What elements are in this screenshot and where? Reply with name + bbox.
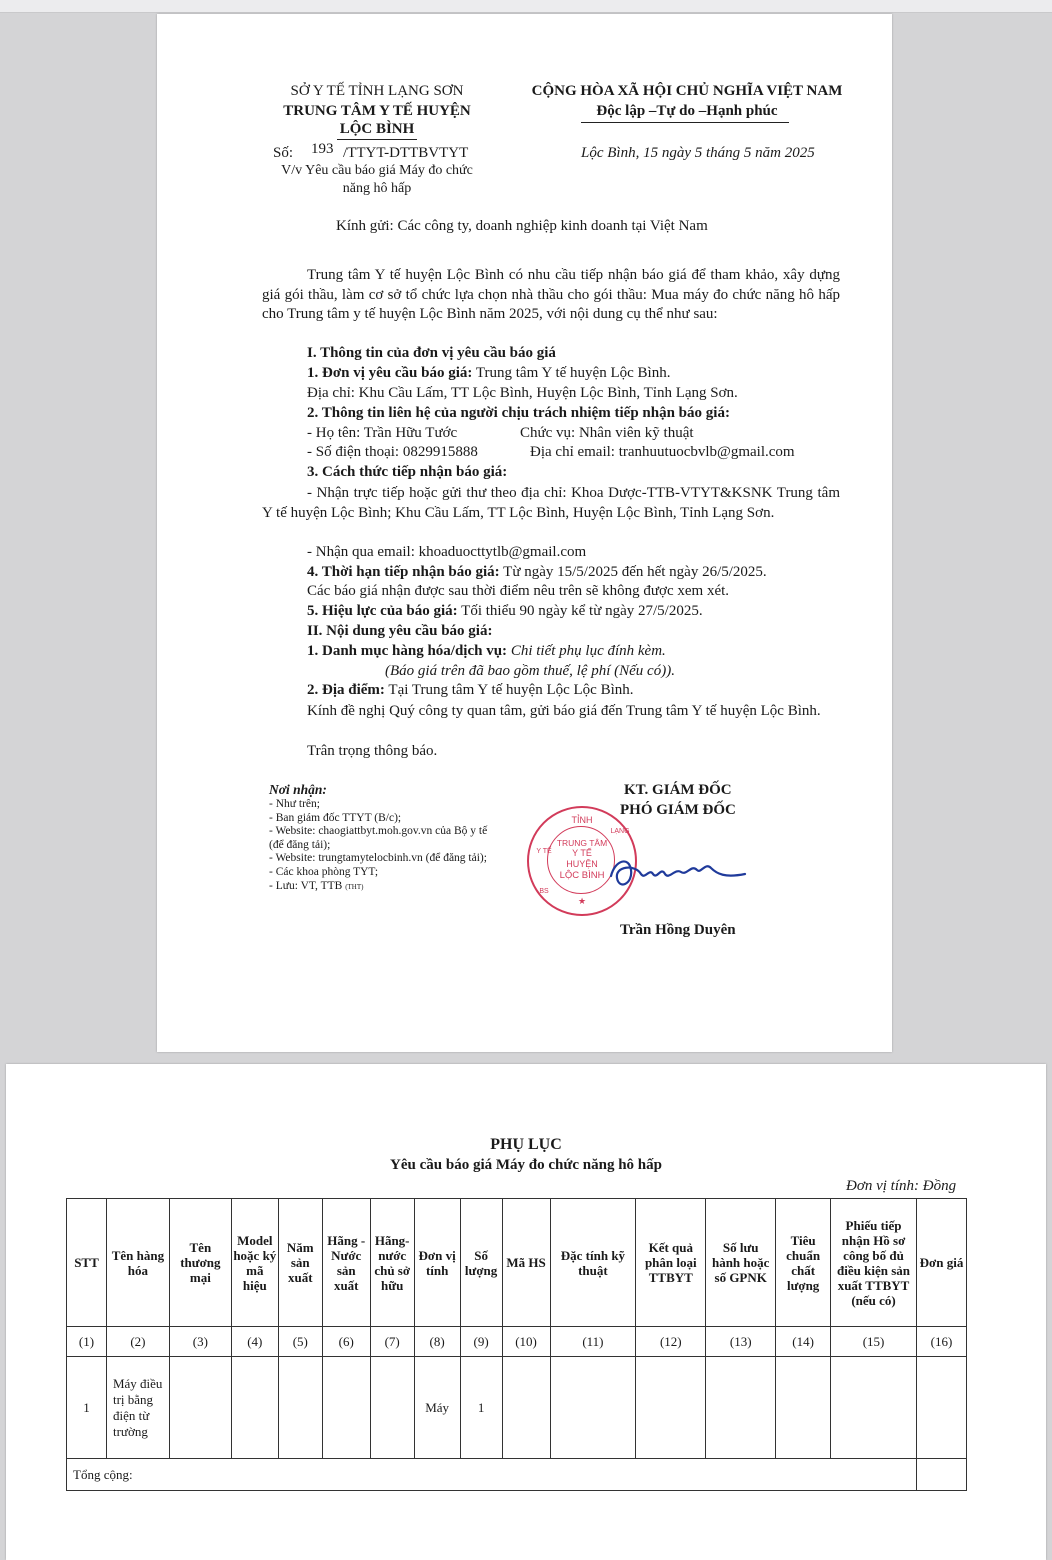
intro-paragraph: Trung tâm Y tế huyện Lộc Bình có nhu cầu tiếp nhận báo giá để tham khảo, xây dựng giá gói thầu, làm cơ sở tổ chức lựa chọn nhà thầu cho gói thầu: Mua máy đo chức năng hô hấp cho Trung tâm y tế huyện Lộc Bình năm 2025, với nội dung cụ thể như sau:: [262, 267, 840, 322]
regards: Trân trọng thông báo.: [307, 743, 438, 759]
s1-contact-name: - Họ tên: Trần Hữu Tước: [307, 425, 458, 441]
s1-1-value: Trung tâm Y tế huyện Lộc Bình.: [472, 365, 671, 381]
signer-name: Trần Hồng Duyên: [620, 922, 736, 938]
s2-1-label: 1. Danh mục hàng hóa/dịch vụ:: [307, 643, 508, 659]
col-header: Số lưu hành hoặc số GPNK: [706, 1199, 776, 1327]
s1-4-label: 4. Thời hạn tiếp nhận báo giá:: [307, 564, 500, 580]
s1-contact-position: Chức vụ: Nhân viên kỹ thuật: [520, 425, 694, 441]
appendix-page: [6, 1064, 1046, 1560]
col-header: Mã HS: [502, 1199, 550, 1327]
s1-contact-phone: - Số điện thoại: 0829915888: [307, 444, 478, 460]
recipient-item: - Website: trungtamytelocbinh.vn (để đăng tải);: [269, 852, 487, 865]
table-header-row: [67, 1199, 967, 1327]
cell-empty: [831, 1357, 917, 1459]
recipient-item: - Như trên;: [269, 798, 320, 810]
seal-text-left: Y TẾ: [536, 848, 552, 855]
seal-star: ★: [577, 896, 587, 906]
recipients-list: [269, 798, 487, 894]
col-header: Đơn vị tính: [414, 1199, 460, 1327]
col-header: Hãng-nước chủ sở hữu: [370, 1199, 414, 1327]
recipient-item: [269, 880, 487, 895]
s1-contact-email: Địa chỉ email: tranhuutuocbvlb@gmail.com: [530, 444, 795, 460]
cell-unit: Máy: [414, 1357, 460, 1459]
col-header: Tiêu chuẩn chất lượng: [776, 1199, 831, 1327]
seal-text-bottom: BS: [539, 888, 549, 895]
col-number: (1): [67, 1327, 107, 1357]
col-header: STT: [67, 1199, 107, 1327]
appendix-subtitle: Yêu cầu báo giá Máy đo chức năng hô hấp: [390, 1157, 662, 1173]
table-row: [67, 1357, 967, 1459]
viewer-top-strip: [0, 0, 1052, 13]
closing-paragraph: Kính đề nghị Quý công ty quan tâm, gửi báo giá đến Trung tâm Y tế huyện Lộc Bình.: [307, 703, 821, 719]
s1-5-line: [307, 603, 703, 620]
cell-empty: [231, 1357, 278, 1459]
col-header: Đặc tính kỹ thuật: [550, 1199, 636, 1327]
cell-empty: [502, 1357, 550, 1459]
cell-stt: 1: [67, 1357, 107, 1459]
col-number: (13): [706, 1327, 776, 1357]
col-header: Hãng - Nước sản xuất: [322, 1199, 370, 1327]
col-number: (12): [636, 1327, 706, 1357]
s1-2-label: 2. Thông tin liên hệ của người chịu trách nhiệm tiếp nhận báo giá:: [307, 405, 730, 421]
sign-title-2: PHÓ GIÁM ĐỐC: [620, 802, 736, 818]
cell-empty: [706, 1357, 776, 1459]
col-header: Năm sản xuất: [278, 1199, 322, 1327]
s1-5-label: 5. Hiệu lực của báo giá:: [307, 603, 458, 619]
cell-empty: [278, 1357, 322, 1459]
s1-3-label: 3. Cách thức tiếp nhận báo giá:: [307, 464, 508, 480]
s1-1-line: [307, 365, 670, 382]
s1-4-note: Các báo giá nhận được sau thời điểm nêu trên sẽ không được xem xét.: [307, 583, 730, 599]
section1-title: I. Thông tin của đơn vị yêu cầu báo giá: [307, 345, 556, 361]
quotation-table: [66, 1198, 967, 1491]
s1-3-direct: - Nhận trực tiếp hoặc gửi thư theo địa chỉ: Khoa Dược-TTB-VTYT&KSNK Trung tâm Y tế huyện Lộc Bình; Khu Cầu Lấm, TT Lộc Bình, Huyện Lộc Bình, Tỉnh Lạng Sơn.: [262, 485, 840, 521]
s1-3-email: - Nhận qua email: khoaduocttytlb@gmail.com: [307, 544, 587, 560]
s2-2-value: Tại Trung tâm Y tế huyện Lộc Lộc Bình.: [384, 682, 634, 698]
col-number: (7): [370, 1327, 414, 1357]
col-header: Kết quả phân loại TTBYT: [636, 1199, 706, 1327]
recipient-item: (để đăng tải);: [269, 838, 331, 851]
seal-text-right: LẠNG: [610, 828, 630, 835]
subject-line1: V/v Yêu cầu báo giá Máy đo chức: [281, 163, 473, 178]
seal-text-line1: TRUNG TÂM: [556, 838, 608, 848]
seal-text-line3: HUYỆN: [566, 859, 598, 869]
s2-1-line: [307, 643, 666, 660]
s2-2-label: 2. Địa điểm:: [307, 682, 385, 698]
national-motto: Độc lập –Tự do –Hạnh phúc: [596, 103, 778, 119]
national-title: CỘNG HÒA XÃ HỘI CHỦ NGHĨA VIỆT NAM: [531, 83, 843, 99]
col-number: (3): [169, 1327, 231, 1357]
col-header: Phiếu tiếp nhận Hồ sơ công bố đủ điều kiện sản xuất TTBYT (nếu có): [831, 1199, 917, 1327]
s1-4-line: [307, 564, 767, 581]
letter-date: Lộc Bình, 15 ngày 5 tháng 5 năm 2025: [581, 145, 815, 161]
total-value: [916, 1459, 966, 1491]
s2-2-line: [307, 682, 634, 699]
col-number: (16): [916, 1327, 966, 1357]
recipients-title: Nơi nhận:: [269, 782, 327, 797]
agency-underline: [337, 139, 417, 140]
total-label: Tổng cộng:: [67, 1459, 917, 1491]
cell-empty: [636, 1357, 706, 1459]
cell-empty: [550, 1357, 636, 1459]
agency-name-cont: LỘC BÌNH: [339, 121, 415, 137]
col-number: (11): [550, 1327, 636, 1357]
col-number: (5): [278, 1327, 322, 1357]
signature-scribble: [605, 848, 755, 894]
column-number-row: [67, 1327, 967, 1357]
doc-number-label: Số:: [273, 145, 294, 161]
agency-name: TRUNG TÂM Y TẾ HUYỆN: [283, 103, 471, 119]
recipient-item: - Ban giám đốc TTYT (B/c);: [269, 811, 402, 824]
cell-empty: [776, 1357, 831, 1459]
col-number: (2): [106, 1327, 169, 1357]
section2-title: II. Nội dung yêu cầu báo giá:: [307, 623, 493, 639]
seal-text-line2: Y TẾ: [572, 848, 592, 858]
recipient-storage: - Lưu: VT, TTB: [269, 879, 343, 892]
subject-line2: năng hô hấp: [342, 181, 412, 196]
cell-empty: [370, 1357, 414, 1459]
seal-text-top: TỈNH: [571, 815, 593, 825]
s1-5-value: Tối thiểu 90 ngày kể từ ngày 27/5/2025.: [457, 603, 703, 619]
cell-item-name: Máy điều trị bằng điện từ trường: [106, 1357, 169, 1459]
cell-empty: [322, 1357, 370, 1459]
col-number: (10): [502, 1327, 550, 1357]
cell-empty: [169, 1357, 231, 1459]
storage-note: (THT): [345, 882, 364, 891]
col-number: (8): [414, 1327, 460, 1357]
doc-number-value: 193: [311, 141, 334, 157]
s2-1-value: Chi tiết phụ lục đính kèm.: [507, 643, 666, 659]
col-number: (9): [460, 1327, 502, 1357]
doc-number-suffix: /TTYT-DTTBVTYT: [343, 145, 469, 161]
col-header: Tên hàng hóa: [106, 1199, 169, 1327]
agency-parent: SỞ Y TẾ TỈNH LẠNG SƠN: [290, 83, 464, 99]
col-number: (4): [231, 1327, 278, 1357]
col-number: (6): [322, 1327, 370, 1357]
s1-1-label: 1. Đơn vị yêu cầu báo giá:: [307, 365, 473, 381]
col-number: (15): [831, 1327, 917, 1357]
col-header: Model hoặc ký mã hiệu: [231, 1199, 278, 1327]
greeting: Kính gửi: Các công ty, doanh nghiệp kinh doanh tại Việt Nam: [336, 218, 708, 234]
appendix-title: PHỤ LỤC: [490, 1136, 562, 1153]
recipient-item: - Website: chaogiattbyt.moh.gov.vn của Bộ y tế: [269, 825, 488, 838]
sign-title-1: KT. GIÁM ĐỐC: [624, 782, 732, 798]
s1-address: Địa chỉ: Khu Cầu Lấm, TT Lộc Bình, Huyện Lộc Bình, Tỉnh Lạng Sơn.: [307, 385, 738, 401]
unit-note: Đơn vị tính: Đồng: [846, 1178, 957, 1194]
motto-underline: [581, 122, 789, 123]
col-number: (14): [776, 1327, 831, 1357]
total-row: [67, 1459, 967, 1491]
s2-1-note: (Báo giá trên đã bao gồm thuế, lệ phí (Nếu có)).: [385, 663, 675, 679]
cell-empty: [916, 1357, 966, 1459]
s1-4-value: Từ ngày 15/5/2025 đến hết ngày 26/5/2025.: [499, 564, 767, 580]
col-header: Đơn giá: [916, 1199, 966, 1327]
col-header: Tên thương mại: [169, 1199, 231, 1327]
col-header: Số lượng: [460, 1199, 502, 1327]
cell-quantity: 1: [460, 1357, 502, 1459]
recipient-item: - Các khoa phòng TYT;: [269, 865, 379, 878]
seal-text-line4: LỘC BÌNH: [559, 870, 605, 881]
letter-page: [157, 14, 892, 1052]
